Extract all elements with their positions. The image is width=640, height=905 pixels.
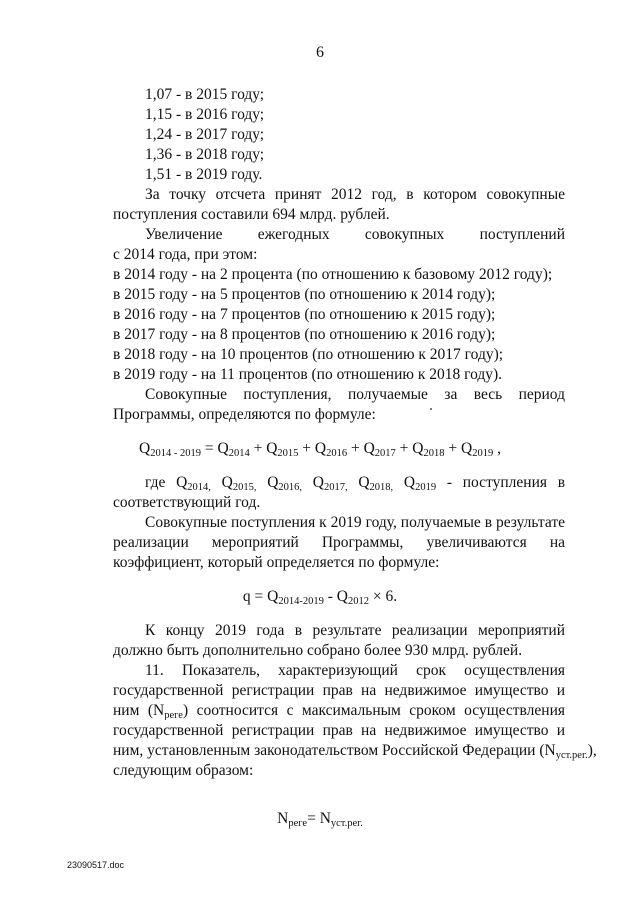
formula-total: $Q_{2014 - 2019} = Q_{2014} + Q_{2015} + Q_{2016} + Q_{2017} + Q_{2018} + Q_{2019}$ ,: [139, 440, 501, 459]
list-item: 1,36 - в 2018 году;: [145, 146, 265, 163]
paragraph-line: За точку отсчета принят 2012 год, в котором совокупные: [145, 186, 565, 203]
formula-coefficient: $q = Q_{2014-2019} - Q_{2012} \times 6$.: [242, 588, 398, 607]
paragraph-line: Совокупные поступления, получаемые за весь период: [145, 386, 565, 403]
list-item: в 2017 году - на 8 процентов (по отношению к 2016 году);: [113, 326, 496, 343]
list-item: в 2019 году - на 11 процентов (по отношению к 2018 году).: [113, 366, 503, 383]
page-number: 6: [316, 44, 324, 61]
paragraph-line: с 2014 года, при этом:: [113, 246, 258, 263]
paragraph-line: реализации мероприятий Программы, увеличиваются на: [113, 534, 565, 551]
file-name-footer: 23090517.doc: [67, 860, 125, 870]
list-item: 1,15 - в 2016 году;: [145, 106, 265, 123]
formula-registration: $N_{реге}= N_{уст.рег.}$: [277, 810, 363, 829]
item-11-line: следующим образом:: [113, 762, 254, 779]
list-item: в 2014 году - на 2 процента (по отношению к базовому 2012 году);: [113, 266, 553, 283]
list-item: в 2016 году - на 7 процентов (по отношению к 2015 году);: [113, 306, 496, 323]
item-11-line: государственной регистрации прав на недвижимое имущество и: [113, 722, 565, 739]
item-11-line: ним, установленным законодательством Российской Федерации $(N_{уст.рег.})$,: [113, 742, 597, 761]
list-item: 1,24 - в 2017 году;: [145, 126, 265, 143]
paragraph-line: соответствующий год.: [113, 494, 261, 511]
paragraph-line: Программы, определяются по формуле:: [113, 406, 376, 423]
paragraph-line: поступления составили 694 млрд. рублей.: [113, 206, 390, 223]
list-item: 1,51 - в 2019 году.: [145, 166, 263, 183]
paragraph-line: должно быть дополнительно собрано более 930 млрд. рублей.: [113, 642, 523, 659]
item-11-line: 11. Показатель, характеризующий срок осуществления: [145, 662, 565, 679]
paragraph-line: К концу 2019 года в результате реализации мероприятий: [145, 622, 565, 639]
list-item: 1,07 - в 2015 году;: [145, 86, 265, 103]
scan-speck: [430, 408, 432, 410]
formula-legend: где $Q_{2014,}$ $Q_{2015,}$ $Q_{2016,}$ $Q_{2017,}$ $Q_{2018,}$ $Q_{2019}$ - поступления в: [145, 474, 565, 492]
list-item: в 2015 году - на 5 процентов (по отношению к 2014 году);: [113, 286, 496, 303]
list-item: в 2018 году - на 10 процентов (по отношению к 2017 году);: [113, 346, 504, 363]
item-11-line: ним $(N_{реге})$ соотносится с максимальным сроком осуществления: [113, 702, 565, 720]
paragraph-line: Увеличение ежегодных совокупных поступлений: [145, 226, 565, 243]
paragraph-line: Совокупные поступления к 2019 году, получаемые в результате: [145, 514, 565, 531]
item-11-line: государственной регистрации прав на недвижимое имущество и: [113, 682, 565, 699]
paragraph-line: коэффициент, который определяется по формуле:: [113, 554, 440, 571]
